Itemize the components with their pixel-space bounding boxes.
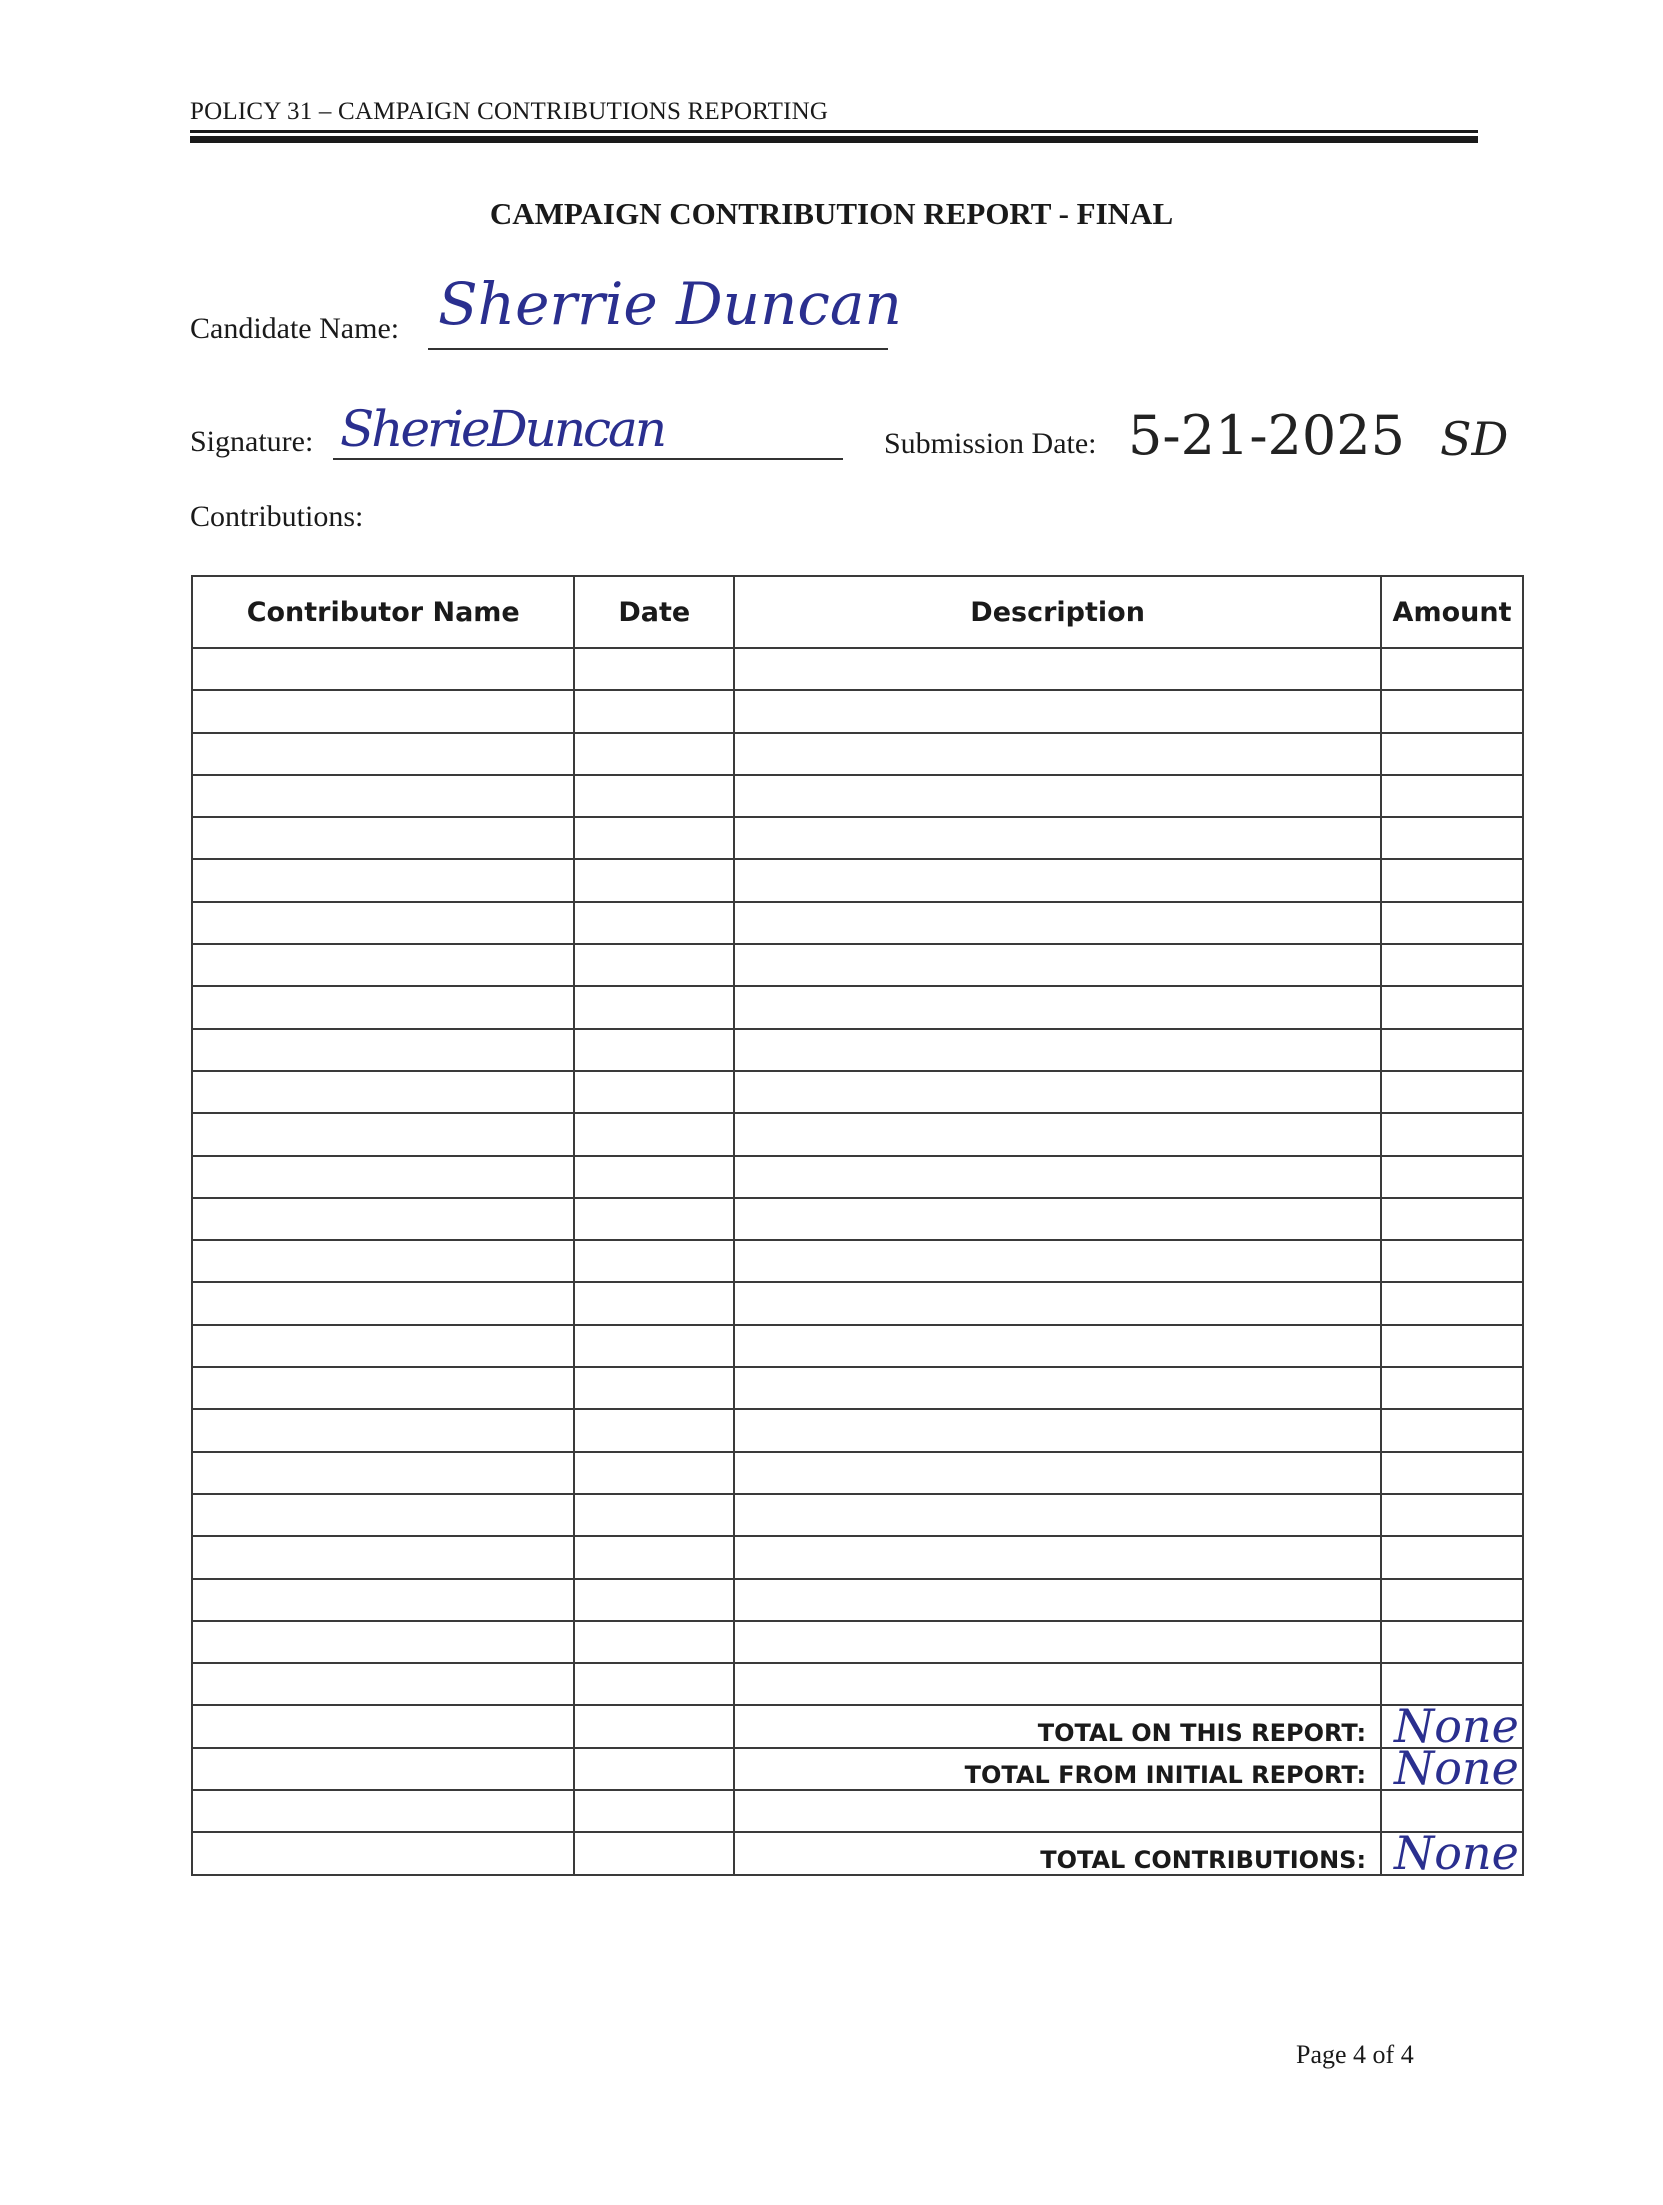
signature-line — [333, 458, 843, 460]
description-cell[interactable] — [734, 1071, 1381, 1113]
date-cell[interactable] — [574, 1113, 734, 1155]
amount-cell[interactable] — [1381, 690, 1523, 732]
table-row — [192, 1536, 1523, 1578]
contributor-name-cell[interactable] — [192, 1663, 574, 1705]
amount-cell[interactable] — [1381, 1325, 1523, 1367]
date-cell[interactable] — [574, 690, 734, 732]
description-cell[interactable] — [734, 648, 1381, 690]
table-row — [192, 1240, 1523, 1282]
candidate-name-label: Candidate Name: — [190, 312, 400, 345]
total-amount-value: None — [1394, 1698, 1519, 1753]
description-cell[interactable] — [734, 944, 1381, 986]
table-row — [192, 1071, 1523, 1113]
description-cell[interactable] — [734, 1282, 1381, 1324]
contributor-name-cell[interactable] — [192, 1452, 574, 1494]
table-row — [192, 1325, 1523, 1367]
description-cell[interactable] — [734, 1240, 1381, 1282]
candidate-name-line — [428, 348, 888, 350]
description-cell[interactable] — [734, 733, 1381, 775]
contributor-name-cell[interactable] — [192, 1621, 574, 1663]
date-cell[interactable] — [574, 902, 734, 944]
contributor-name-cell — [192, 1832, 574, 1874]
description-cell[interactable] — [734, 690, 1381, 732]
date-cell[interactable] — [574, 1156, 734, 1198]
total-label: TOTAL ON THIS REPORT: — [734, 1705, 1381, 1747]
amount-cell[interactable] — [1381, 944, 1523, 986]
header-rule-thick — [190, 136, 1478, 143]
table-row — [192, 944, 1523, 986]
table-row — [192, 1409, 1523, 1451]
totals-row — [192, 1748, 1523, 1790]
contributor-name-cell[interactable] — [192, 690, 574, 732]
contributor-name-cell[interactable] — [192, 733, 574, 775]
contributor-name-cell[interactable] — [192, 1536, 574, 1578]
date-cell[interactable] — [574, 817, 734, 859]
date-cell[interactable] — [574, 1282, 734, 1324]
totals-row — [192, 1790, 1523, 1832]
amount-cell[interactable] — [1381, 1113, 1523, 1155]
contributor-name-cell[interactable] — [192, 1367, 574, 1409]
submission-date-value: 5-21-2025 — [1128, 404, 1405, 467]
total-amount-value: None — [1394, 1741, 1519, 1796]
table-row — [192, 817, 1523, 859]
contributor-name-cell[interactable] — [192, 1325, 574, 1367]
table-header-row — [192, 576, 1523, 648]
date-cell[interactable] — [574, 1452, 734, 1494]
description-cell[interactable] — [734, 1494, 1381, 1536]
date-cell[interactable] — [574, 775, 734, 817]
table-row — [192, 902, 1523, 944]
date-cell[interactable] — [574, 1621, 734, 1663]
amount-cell[interactable] — [1381, 1621, 1523, 1663]
date-cell[interactable] — [574, 1579, 734, 1621]
table-row — [192, 1367, 1523, 1409]
report-title: CAMPAIGN CONTRIBUTION REPORT - FINAL — [489, 196, 1174, 231]
contributor-name-cell[interactable] — [192, 1113, 574, 1155]
date-cell — [574, 1790, 734, 1832]
contributor-name-cell[interactable] — [192, 1029, 574, 1071]
table-row — [192, 1621, 1523, 1663]
date-cell[interactable] — [574, 1240, 734, 1282]
contributor-name-cell[interactable] — [192, 1409, 574, 1451]
table-row — [192, 1494, 1523, 1536]
column-header-amount: Amount — [1381, 576, 1523, 648]
signature-label: Signature: — [190, 425, 314, 458]
column-header-description: Description — [734, 576, 1381, 648]
description-cell[interactable] — [734, 1156, 1381, 1198]
table-row — [192, 986, 1523, 1028]
total-amount-value: None — [1394, 1825, 1519, 1880]
amount-cell[interactable] — [1381, 1029, 1523, 1071]
contributor-name-cell[interactable] — [192, 775, 574, 817]
policy-header-text: POLICY 31 – CAMPAIGN CONTRIBUTIONS REPORTING — [190, 98, 829, 125]
column-header-contributor-name: Contributor Name — [192, 576, 574, 648]
table-row — [192, 1198, 1523, 1240]
table-row — [192, 1113, 1523, 1155]
header-rule-thin — [190, 130, 1478, 133]
contributor-name-cell[interactable] — [192, 1071, 574, 1113]
description-cell[interactable] — [734, 1409, 1381, 1451]
amount-cell[interactable] — [1381, 1282, 1523, 1324]
amount-cell[interactable] — [1381, 1409, 1523, 1451]
description-cell[interactable] — [734, 1452, 1381, 1494]
contributor-name-cell[interactable] — [192, 944, 574, 986]
amount-cell[interactable] — [1381, 1198, 1523, 1240]
description-cell[interactable] — [734, 1198, 1381, 1240]
table-row — [192, 733, 1523, 775]
contributor-name-cell[interactable] — [192, 859, 574, 901]
contributor-name-cell[interactable] — [192, 902, 574, 944]
table-row — [192, 690, 1523, 732]
total-amount-cell — [1381, 1825, 1523, 1880]
contributor-name-cell[interactable] — [192, 1156, 574, 1198]
contributor-name-cell[interactable] — [192, 648, 574, 690]
table-row — [192, 1029, 1523, 1071]
amount-cell[interactable] — [1381, 1452, 1523, 1494]
contributor-name-cell[interactable] — [192, 1282, 574, 1324]
date-cell[interactable] — [574, 1198, 734, 1240]
description-cell[interactable] — [734, 1663, 1381, 1705]
amount-cell[interactable] — [1381, 1240, 1523, 1282]
totals-row — [192, 1705, 1523, 1747]
amount-cell[interactable] — [1381, 775, 1523, 817]
description-cell[interactable] — [734, 1579, 1381, 1621]
description-cell[interactable] — [734, 1029, 1381, 1071]
date-cell[interactable] — [574, 1325, 734, 1367]
contributor-name-cell — [192, 1790, 574, 1832]
description-cell[interactable] — [734, 859, 1381, 901]
amount-cell[interactable] — [1381, 1367, 1523, 1409]
column-header-date: Date — [574, 576, 734, 648]
description-cell[interactable] — [734, 1621, 1381, 1663]
submission-date-label: Submission Date: — [884, 427, 1097, 460]
description-cell[interactable] — [734, 817, 1381, 859]
table-row — [192, 648, 1523, 690]
contributions-table — [191, 575, 1524, 1880]
total-label — [734, 1790, 1381, 1832]
signature-value: SherieDuncan — [340, 400, 665, 458]
date-cell[interactable] — [574, 1494, 734, 1536]
contributor-name-cell[interactable] — [192, 1240, 574, 1282]
amount-cell[interactable] — [1381, 1579, 1523, 1621]
contributor-name-cell[interactable] — [192, 1494, 574, 1536]
date-cell[interactable] — [574, 986, 734, 1028]
description-cell[interactable] — [734, 986, 1381, 1028]
description-cell[interactable] — [734, 1367, 1381, 1409]
amount-cell[interactable] — [1381, 859, 1523, 901]
amount-cell[interactable] — [1381, 902, 1523, 944]
contributor-name-cell[interactable] — [192, 986, 574, 1028]
date-cell[interactable] — [574, 648, 734, 690]
amount-cell[interactable] — [1381, 1071, 1523, 1113]
table-row — [192, 1663, 1523, 1705]
contributions-label: Contributions: — [190, 500, 364, 533]
total-amount-cell — [1381, 1741, 1523, 1796]
table-row — [192, 1282, 1523, 1324]
date-cell[interactable] — [574, 1409, 734, 1451]
table-row — [192, 859, 1523, 901]
contributor-name-cell[interactable] — [192, 817, 574, 859]
date-cell — [574, 1705, 734, 1747]
candidate-name-value: Sherrie Duncan — [438, 270, 902, 338]
totals-row — [192, 1832, 1523, 1874]
date-cell[interactable] — [574, 1536, 734, 1578]
date-cell[interactable] — [574, 1367, 734, 1409]
date-cell[interactable] — [574, 859, 734, 901]
amount-cell[interactable] — [1381, 817, 1523, 859]
table-row — [192, 1156, 1523, 1198]
total-label: TOTAL CONTRIBUTIONS: — [734, 1832, 1381, 1874]
description-cell[interactable] — [734, 1113, 1381, 1155]
date-cell[interactable] — [574, 1663, 734, 1705]
date-cell[interactable] — [574, 944, 734, 986]
table-row — [192, 775, 1523, 817]
description-cell[interactable] — [734, 902, 1381, 944]
date-cell[interactable] — [574, 1029, 734, 1071]
contributor-name-cell — [192, 1705, 574, 1747]
amount-cell[interactable] — [1381, 1536, 1523, 1578]
date-cell — [574, 1748, 734, 1790]
amount-cell[interactable] — [1381, 648, 1523, 690]
amount-cell[interactable] — [1381, 986, 1523, 1028]
table-row — [192, 1452, 1523, 1494]
contributor-name-cell[interactable] — [192, 1198, 574, 1240]
description-cell[interactable] — [734, 1325, 1381, 1367]
document-header — [190, 98, 1478, 143]
description-cell[interactable] — [734, 775, 1381, 817]
description-cell[interactable] — [734, 1536, 1381, 1578]
date-cell[interactable] — [574, 733, 734, 775]
total-label: TOTAL FROM INITIAL REPORT: — [734, 1748, 1381, 1790]
date-cell — [574, 1832, 734, 1874]
page-number: Page 4 of 4 — [1296, 2040, 1414, 2069]
contributor-name-cell — [192, 1748, 574, 1790]
amount-cell[interactable] — [1381, 1494, 1523, 1536]
date-cell[interactable] — [574, 1071, 734, 1113]
amount-cell[interactable] — [1381, 733, 1523, 775]
amount-cell[interactable] — [1381, 1156, 1523, 1198]
submission-initials: SD — [1440, 412, 1509, 466]
table-row — [192, 1579, 1523, 1621]
contributor-name-cell[interactable] — [192, 1579, 574, 1621]
